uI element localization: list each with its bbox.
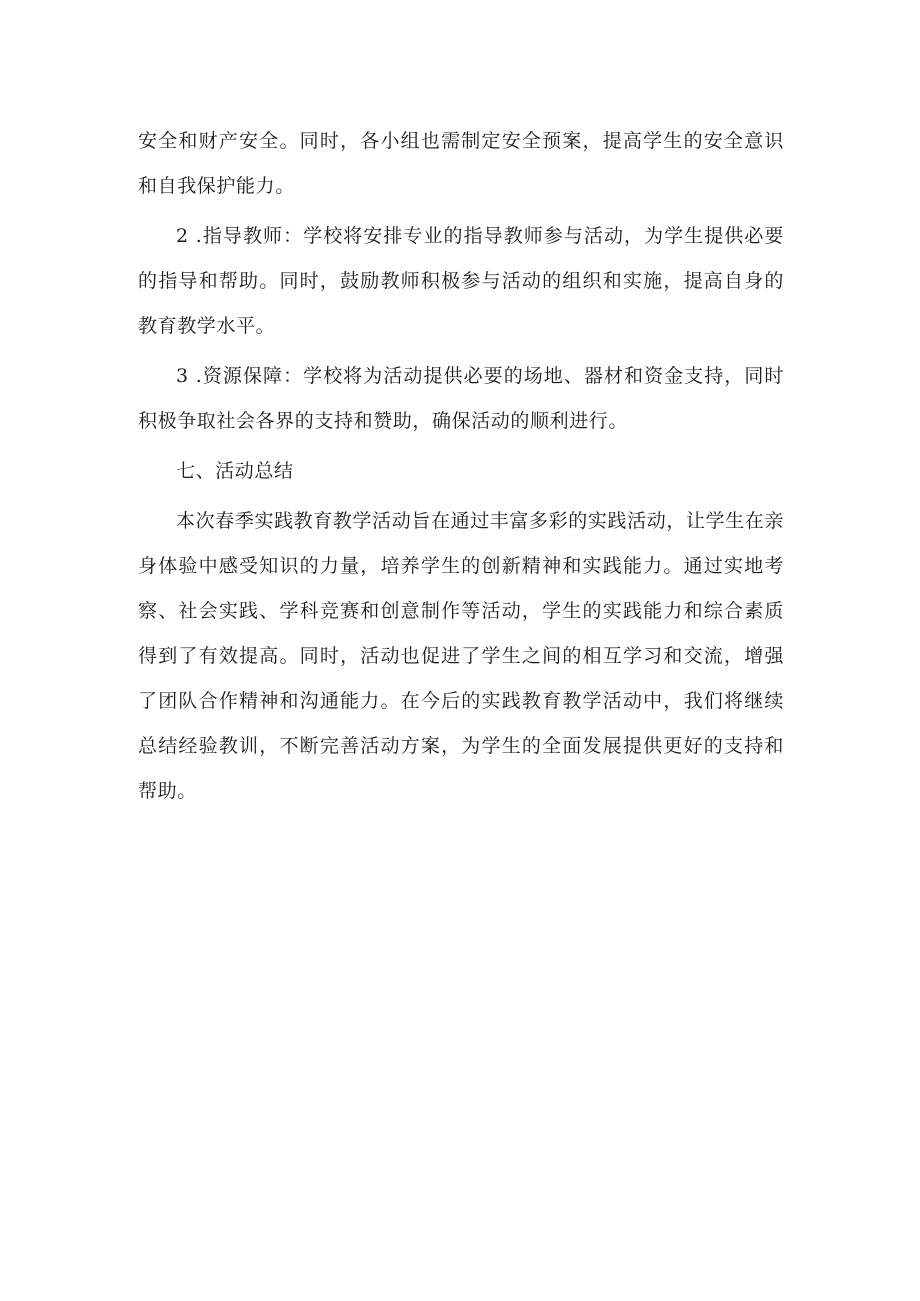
paragraph-guidance-teachers: 2 .指导教师：学校将安排专业的指导教师参与活动，为学生提供必要的指导和帮助。同时，鼓励教师积极参与活动的组织和实施，提高自身的教育教学水平。 xyxy=(138,225,784,337)
document-page xyxy=(138,119,784,814)
paragraph-activity-summary: 本次春季实践教育教学活动旨在通过丰富多彩的实践活动，让学生在亲身体验中感受知识的力量，培养学生的创新精神和实践能力。通过实地考察、社会实践、学科竞赛和创意制作等活动，学生的实践能力和综合素质得到了有效提高。同时，活动也促进了学生之间的相互学习和交流，增强了团队合作精神和沟通能力。在今后的实践教育教学活动中，我们将继续总结经验教训，不断完善活动方案，为学生的全面发展提供更好的支持和帮助。 xyxy=(138,510,784,802)
section-heading-summary: 七、活动总结 xyxy=(176,460,294,482)
paragraph-safety-continuation: 安全和财产安全。同时，各小组也需制定安全预案，提高学生的安全意识和自我保护能力。 xyxy=(138,130,784,197)
paragraph-resource-support: 3 .资源保障：学校将为活动提供必要的场地、器材和资金支持，同时积极争取社会各界的支持和赞助，确保活动的顺利进行。 xyxy=(138,365,784,432)
